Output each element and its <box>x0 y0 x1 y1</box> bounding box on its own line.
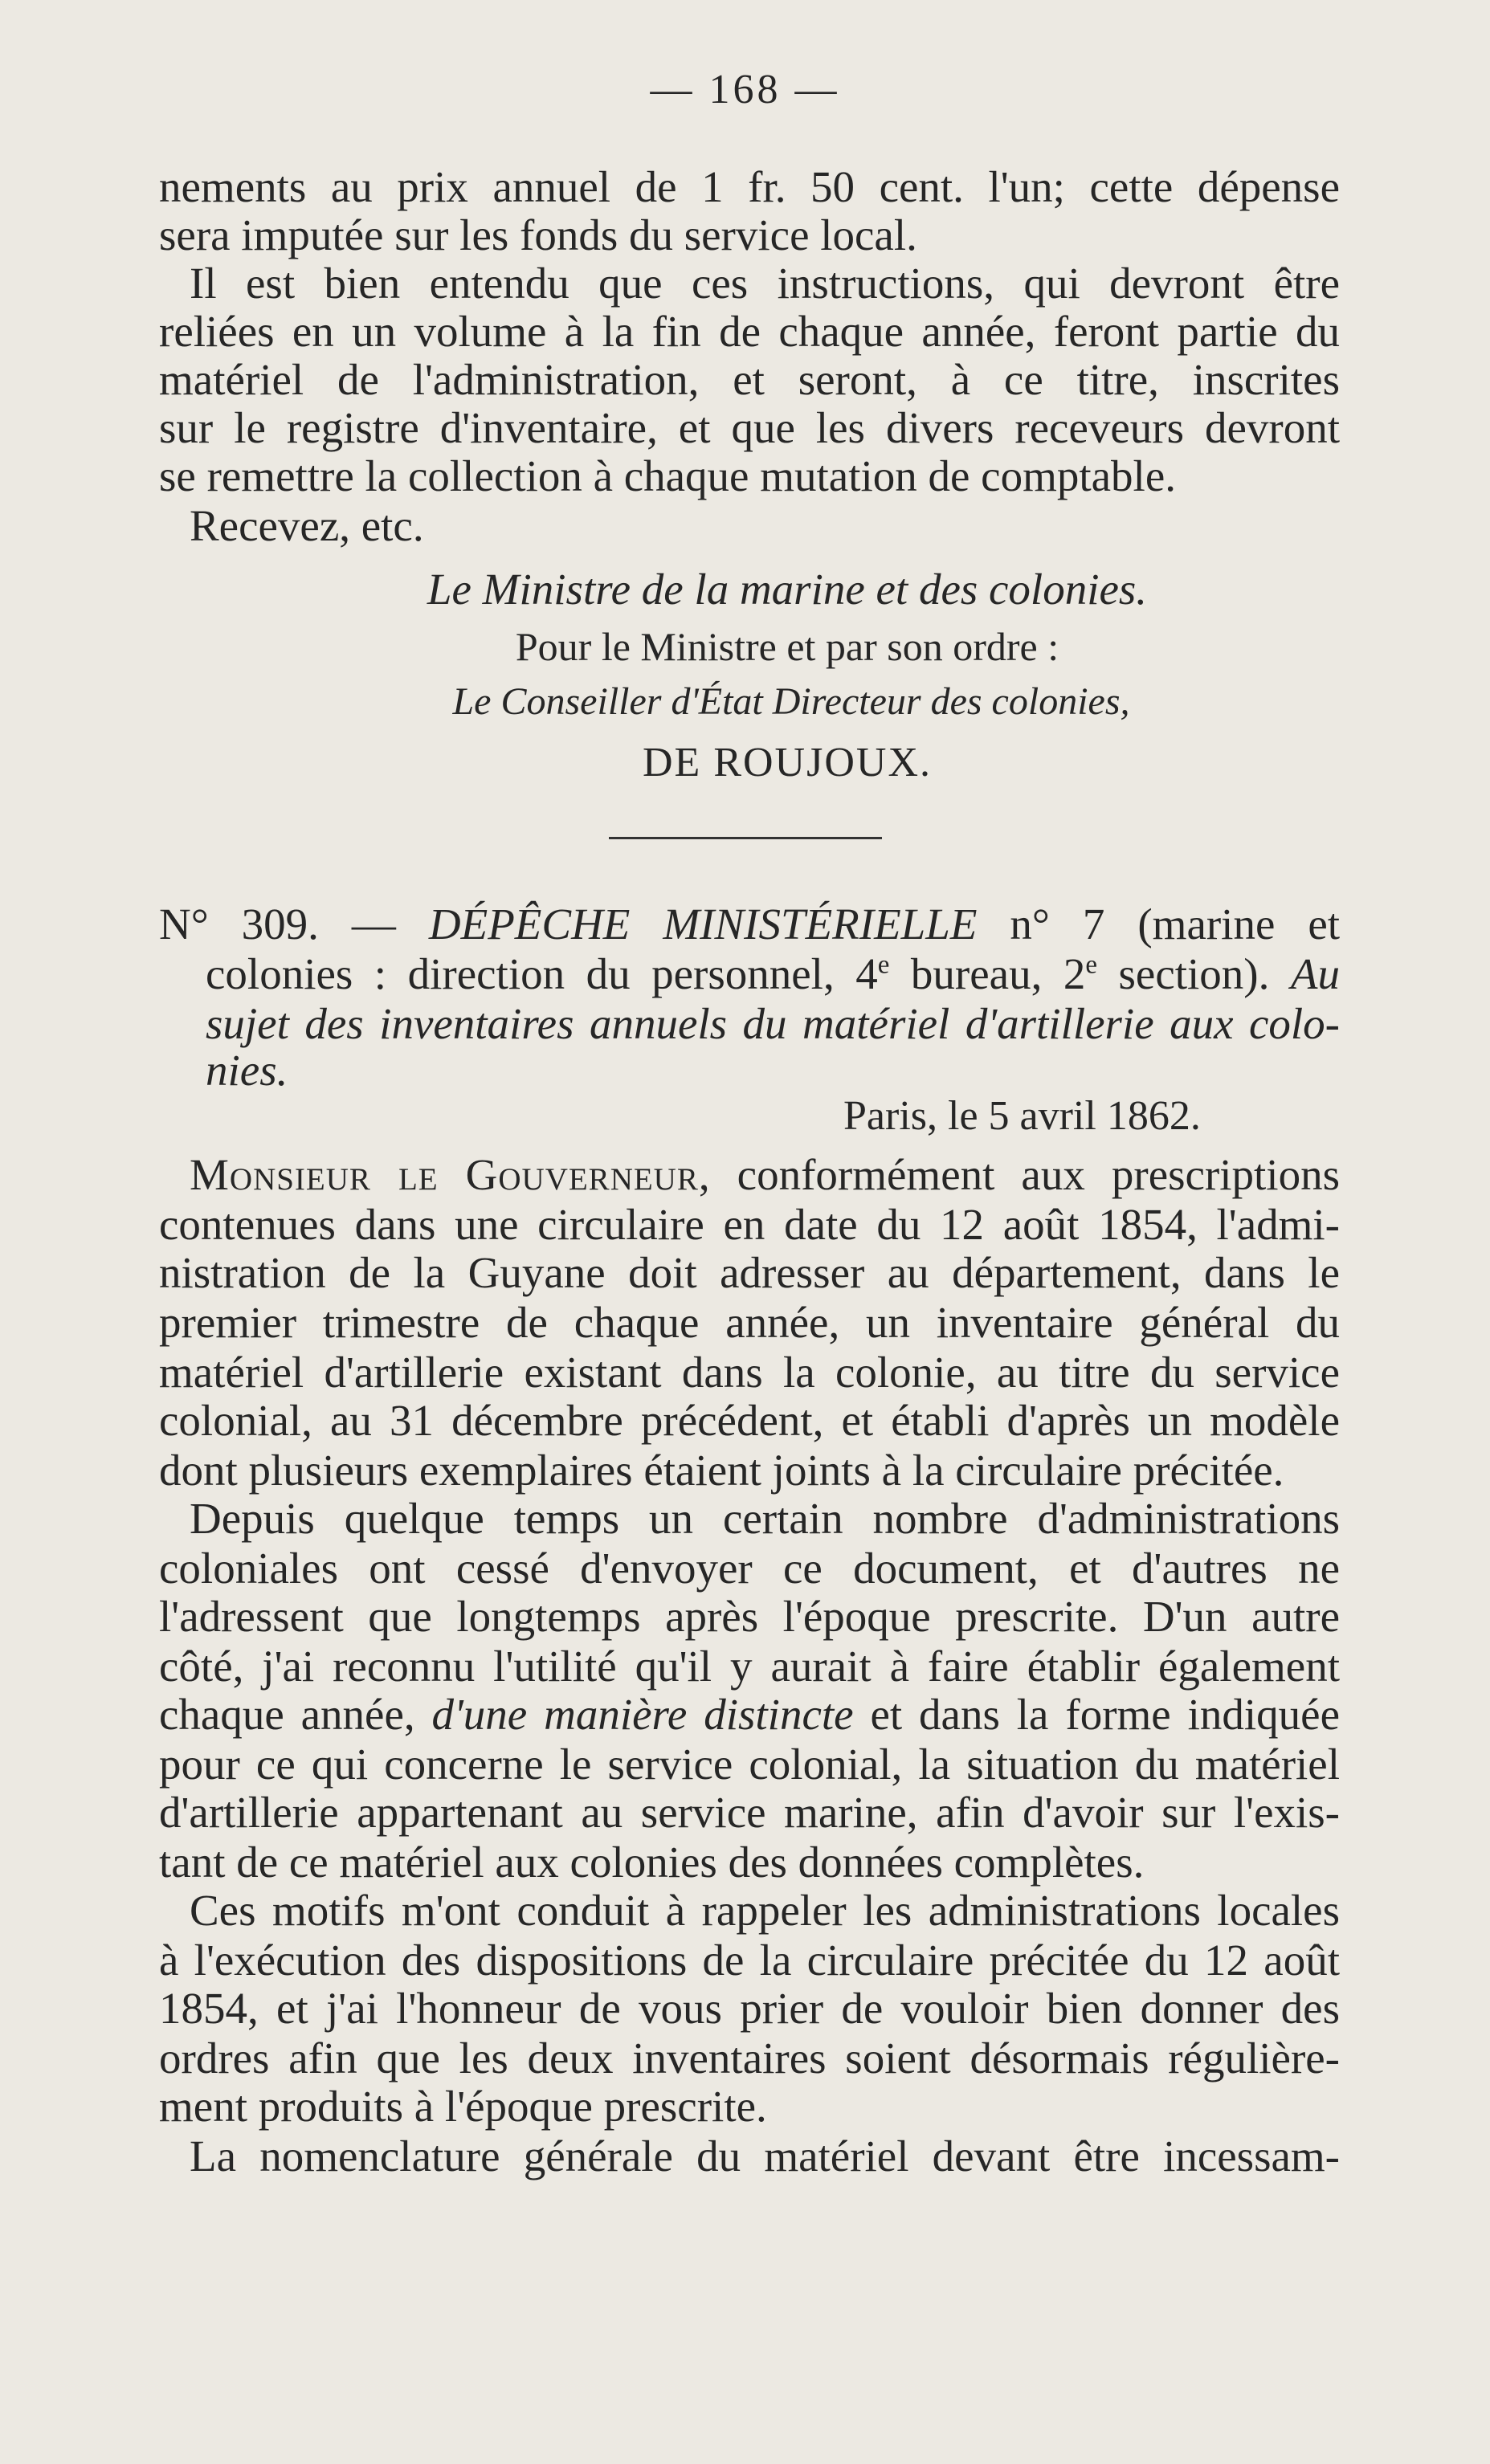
dispatch-number: N° 309. — <box>159 900 396 948</box>
signature-name: DE ROUJOUX. <box>643 740 932 785</box>
dispatch-reference: n° 7 (marine et <box>1010 900 1341 948</box>
salutation: Monsieur le Gouverneur, <box>190 1150 711 1199</box>
text-line: premier trimestre de chaque année, un inventaire général du <box>159 1298 1340 1347</box>
text-line: nistration de la Guyane doit adresser au département, dans le <box>159 1248 1340 1297</box>
text-line: dont plusieurs exemplaires étaient joints à la circulaire précitée. <box>159 1446 1284 1495</box>
text-line: sur le registre d'inventaire, et que les divers receveurs devront <box>159 403 1340 452</box>
text-line: coloniales ont cessé d'envoyer ce document, et d'autres ne <box>159 1544 1340 1593</box>
text-line: nements au prix annuel de 1 fr. 50 cent. l'un; cette dépense <box>159 162 1340 211</box>
signature-role: Le Conseiller d'État Directeur des colonies, <box>452 680 1130 723</box>
dispatch-subject: sujet des inventaires annuels du matériel d'artillerie aux colo- <box>206 999 1340 1048</box>
text-line: sera imputée sur les fonds du service local. <box>159 210 917 259</box>
text-line: chaque année, d'une manière distincte et dans la forme indiquée <box>159 1690 1340 1739</box>
text-line: se remettre la collection à chaque mutation de comptable. <box>159 451 1176 500</box>
text-line: l'adressent que longtemps après l'époque prescrite. D'un autre <box>159 1592 1340 1641</box>
page-number: — 168 — <box>650 67 840 112</box>
text-line: ment produits à l'époque prescrite. <box>159 2082 767 2131</box>
dispatch-subject: nies. <box>206 1046 288 1095</box>
text-line: pour ce qui concerne le service colonial, la situation du matériel <box>159 1740 1340 1789</box>
text-line: à l'exécution des dispositions de la circulaire précitée du 12 août <box>159 1936 1340 1985</box>
dispatch-heading-line: colonies : direction du personnel, 4e bureau, 2e section). Au <box>206 949 1341 998</box>
text-line: tant de ce matériel aux colonies des données complètes. <box>159 1838 1145 1887</box>
signature-order: Pour le Ministre et par son ordre : <box>515 624 1059 669</box>
text-line: ordres afin que les deux inventaires soient désormais régulière- <box>159 2034 1340 2083</box>
text-line: matériel de l'administration, et seront, à ce titre, inscrites <box>159 355 1340 404</box>
dispatch-kind: DÉPÊCHE MINISTÉRIELLE <box>428 900 978 948</box>
text-line: colonial, au 31 décembre précédent, et établi d'après un modèle <box>159 1396 1340 1445</box>
text-line: Monsieur le Gouverneur, conformément aux prescriptions <box>190 1150 1340 1199</box>
dispatch-heading-line <box>206 1046 1340 1095</box>
text-line: 1854, et j'ai l'honneur de vous prier de vouloir bien donner des <box>159 1984 1340 2033</box>
text-line: La nomenclature générale du matériel devant être incessam- <box>190 2132 1340 2180</box>
dispatch-heading-line <box>206 999 1340 1049</box>
dispatch-date: Paris, le 5 avril 1862. <box>843 1093 1201 1139</box>
text-line: côté, j'ai reconnu l'utilité qu'il y aurait à faire établir également <box>159 1642 1340 1691</box>
text-line: Depuis quelque temps un certain nombre d'administrations <box>190 1494 1340 1543</box>
text-line: reliées en un volume à la fin de chaque année, feront partie du <box>159 307 1340 356</box>
dispatch-heading-line <box>159 900 1340 949</box>
text-line: matériel d'artillerie existant dans la colonie, au titre du service <box>159 1348 1340 1397</box>
dispatch-subject: Au <box>1290 949 1341 998</box>
text-line: contenues dans une circulaire en date du 12 août 1854, l'admi- <box>159 1200 1340 1249</box>
text-line: Ces motifs m'ont conduit à rappeler les administrations locales <box>190 1886 1340 1935</box>
text-line: Il est bien entendu que ces instructions, qui devront être <box>190 259 1340 308</box>
closing-formula: Recevez, etc. <box>190 501 424 550</box>
section-divider <box>609 837 882 839</box>
signature-title: Le Ministre de la marine et des colonies. <box>427 565 1148 614</box>
text-line: d'artillerie appartenant au service marine, afin d'avoir sur l'exis- <box>159 1788 1340 1837</box>
